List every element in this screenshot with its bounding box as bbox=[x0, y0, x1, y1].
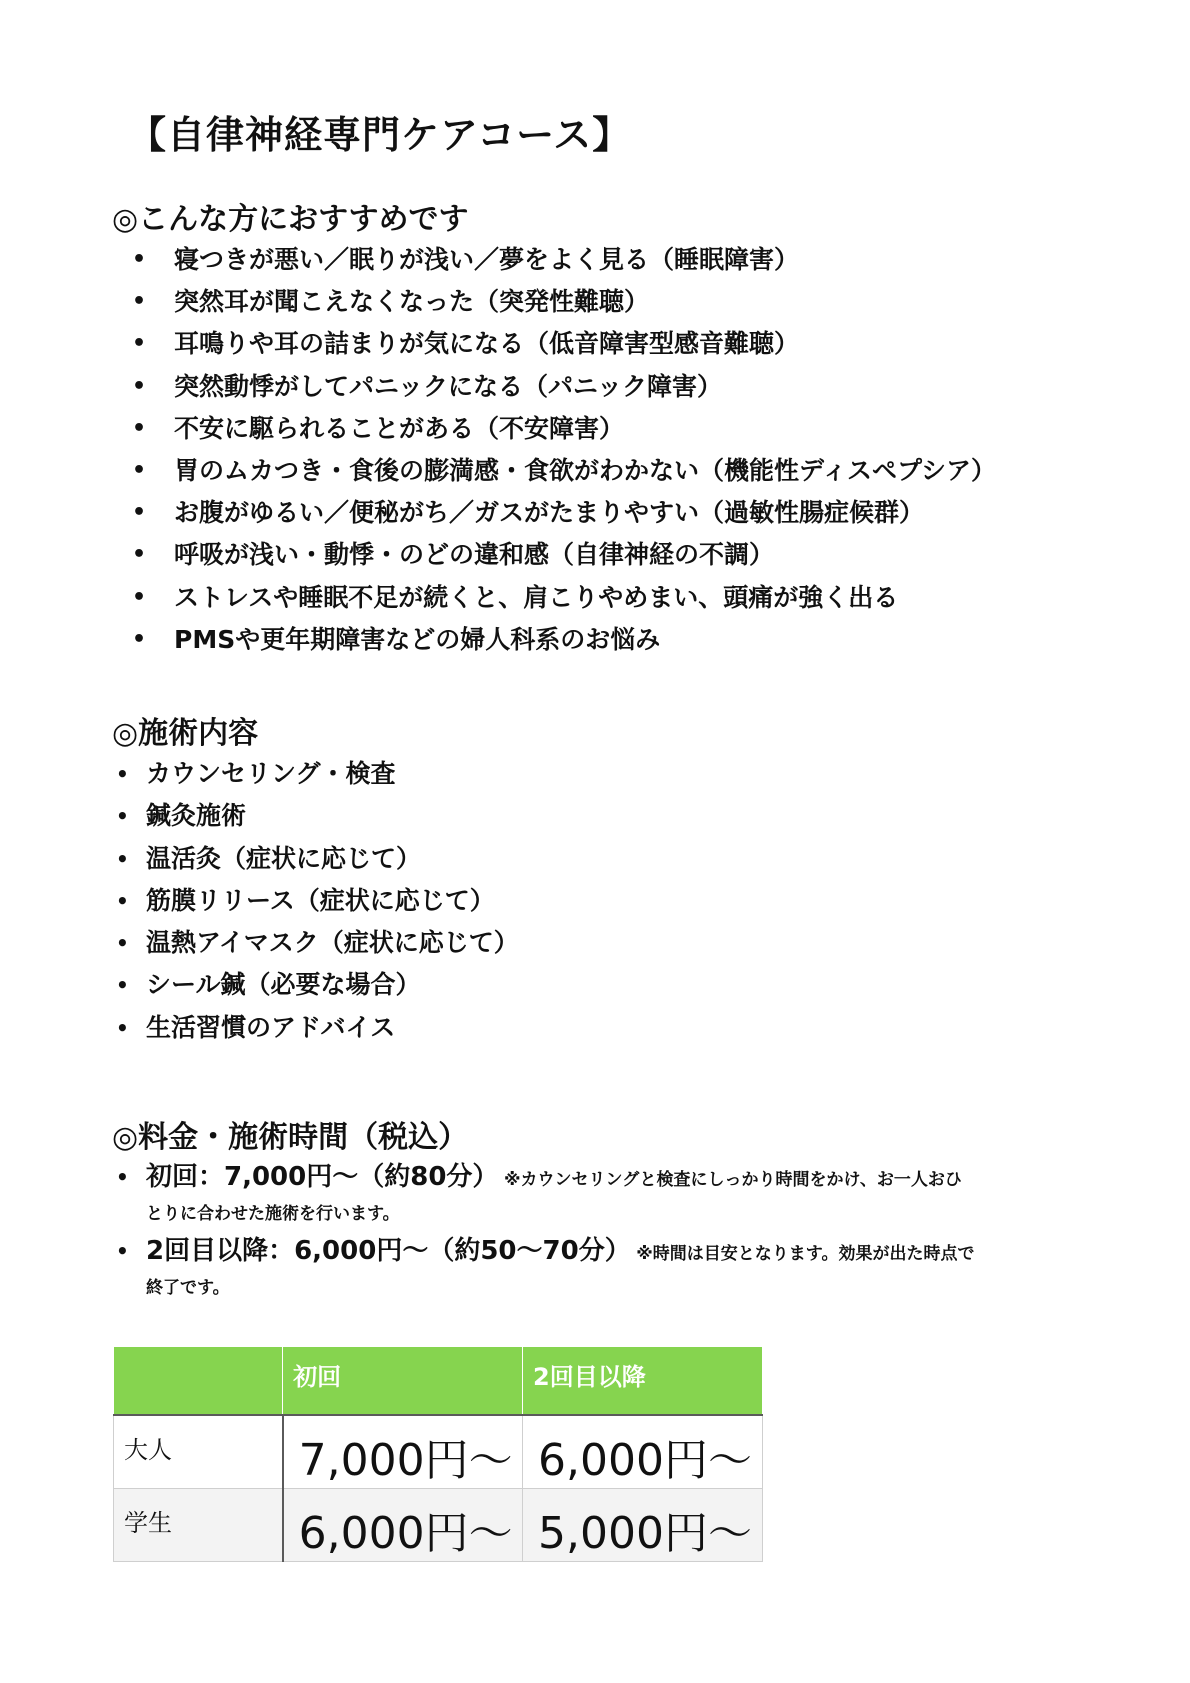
bullet-icon: • bbox=[132, 500, 147, 526]
bullet-icon: • bbox=[116, 1165, 129, 1189]
bullet-icon: • bbox=[116, 888, 129, 913]
list-item-text: お腹がゆるい／便秘がち／ガスがたまりやすい（過敏性腸症候群） bbox=[174, 498, 925, 528]
bullet-icon: • bbox=[116, 931, 129, 956]
bullet-icon: • bbox=[116, 1015, 129, 1040]
list-item bbox=[132, 538, 996, 580]
list-item-text: 突然耳が聞こえなくなった（突発性難聴） bbox=[174, 287, 650, 317]
cell-first-price: 7,000円〜 bbox=[283, 1415, 523, 1489]
table-header-row bbox=[114, 1347, 763, 1415]
list-item bbox=[132, 623, 996, 665]
treatment-heading: ◎施術内容 bbox=[112, 716, 259, 751]
page-title: 【自律神経専門ケアコース】 bbox=[128, 113, 632, 157]
table-header-first: 初回 bbox=[283, 1347, 523, 1415]
bullet-icon: • bbox=[116, 973, 129, 998]
table-header-repeat: 2回目以降 bbox=[523, 1347, 763, 1415]
price-table bbox=[113, 1346, 763, 1562]
cell-repeat-price: 5,000円〜 bbox=[523, 1488, 763, 1561]
list-item-text: ストレスや睡眠不足が続くと、肩こりやめまい、頭痛が強く出る bbox=[174, 582, 899, 612]
recommend-heading: ◎こんな方におすすめです bbox=[112, 202, 469, 237]
bullet-icon: • bbox=[132, 373, 147, 399]
price-first-note-cont: とりに合わせた施術を行います。 bbox=[146, 1204, 400, 1224]
bullet-icon: • bbox=[132, 457, 147, 483]
list-item bbox=[132, 370, 996, 412]
bullet-icon: • bbox=[132, 626, 147, 652]
treatment-list bbox=[116, 757, 519, 1053]
list-item bbox=[132, 454, 996, 496]
list-item-text: 耳鳴りや耳の詰まりが気になる（低音障害型感音難聴） bbox=[174, 329, 800, 359]
list-item bbox=[116, 842, 519, 884]
bullet-icon: • bbox=[116, 804, 129, 829]
list-item-text: 鍼灸施術 bbox=[146, 801, 247, 831]
list-item-text: 温熱アイマスク（症状に応じて） bbox=[146, 928, 519, 958]
pricing-heading: ◎料金・施術時間（税込） bbox=[112, 1120, 469, 1155]
recommend-list bbox=[132, 243, 996, 665]
price-first-item bbox=[116, 1160, 1086, 1231]
cell-first-price: 6,000円〜 bbox=[283, 1488, 523, 1561]
price-repeat-main: 2回目以降：6,000円〜（約50〜70分） bbox=[146, 1236, 631, 1266]
bullet-icon: • bbox=[132, 415, 147, 441]
table-header-blank bbox=[114, 1347, 283, 1415]
list-item-text: 生活習慣のアドバイス bbox=[146, 1012, 396, 1042]
list-item bbox=[116, 1011, 519, 1053]
list-item-text: カウンセリング・検査 bbox=[146, 759, 396, 788]
list-item bbox=[132, 327, 996, 369]
price-repeat-note: ※時間は目安となります。効果が出た時点で bbox=[636, 1244, 975, 1264]
price-repeat-note-cont: 終了です。 bbox=[146, 1278, 230, 1298]
bullet-icon: • bbox=[132, 289, 147, 315]
list-item-text: シール鍼（必要な場合） bbox=[146, 970, 421, 1000]
bullet-icon: • bbox=[132, 584, 147, 610]
list-item bbox=[132, 581, 996, 623]
list-item-text: 胃のムカつき・食後の膨満感・食欲がわかない（機能性ディスペプシア） bbox=[174, 455, 997, 485]
price-repeat-item bbox=[116, 1234, 1086, 1305]
list-item bbox=[132, 285, 996, 327]
list-item-text: 筋膜リリース（症状に応じて） bbox=[146, 885, 495, 915]
bullet-icon: • bbox=[116, 762, 129, 786]
list-item-text: 呼吸が浅い・動悸・のどの違和感（自律神経の不調） bbox=[174, 540, 775, 570]
list-item bbox=[132, 412, 996, 454]
bullet-icon: • bbox=[132, 331, 147, 357]
list-item bbox=[116, 968, 519, 1010]
list-item bbox=[116, 799, 519, 841]
list-item-text: 温活灸（症状に応じて） bbox=[146, 843, 422, 873]
row-label: 大人 bbox=[114, 1415, 283, 1489]
table-row bbox=[114, 1488, 763, 1561]
list-item bbox=[116, 757, 519, 799]
list-item-text: 寝つきが悪い／眠りが浅い／夢をよく見る（睡眠障害） bbox=[174, 245, 800, 274]
table-row bbox=[114, 1415, 763, 1489]
list-item bbox=[132, 496, 996, 538]
list-item bbox=[116, 926, 519, 968]
row-label: 学生 bbox=[114, 1488, 283, 1561]
list-item bbox=[116, 884, 519, 926]
bullet-icon: • bbox=[132, 247, 147, 272]
bullet-icon: • bbox=[116, 846, 129, 871]
list-item-text: 突然動悸がしてパニックになる（パニック障害） bbox=[174, 371, 723, 401]
list-item-text: PMSや更年期障害などの婦人科系のお悩み bbox=[174, 624, 661, 654]
cell-repeat-price: 6,000円〜 bbox=[523, 1415, 763, 1489]
list-item-text: 不安に駆られることがある（不安障害） bbox=[174, 413, 625, 443]
price-first-main: 初回：7,000円〜（約80分） bbox=[146, 1162, 499, 1192]
price-first-note: ※カウンセリングと検査にしっかり時間をかけ、お一人おひ bbox=[504, 1170, 962, 1190]
list-item bbox=[132, 243, 996, 285]
bullet-icon: • bbox=[116, 1239, 129, 1263]
bullet-icon: • bbox=[132, 542, 147, 568]
